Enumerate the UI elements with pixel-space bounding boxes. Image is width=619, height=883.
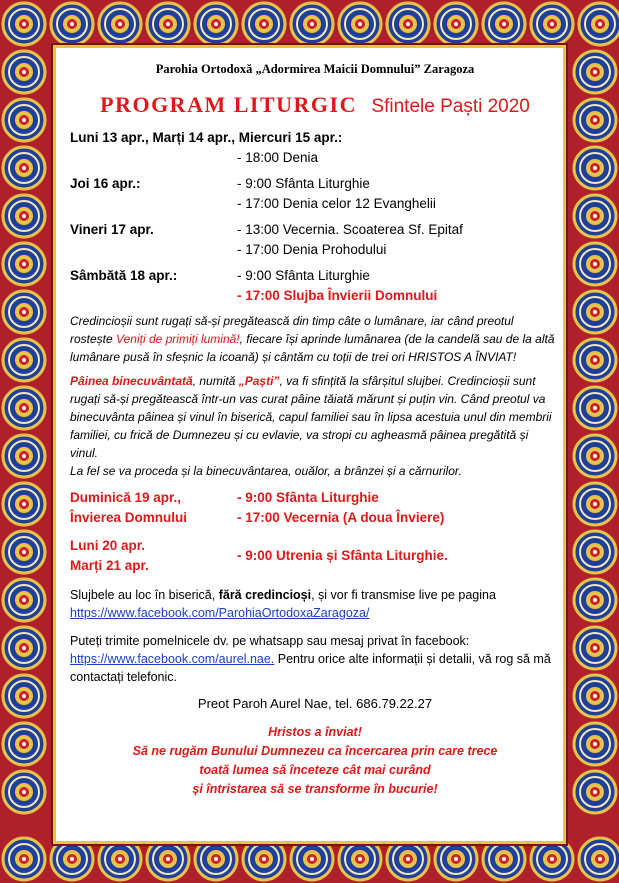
rosette-ornament <box>574 483 616 525</box>
page-title: PROGRAM LITURGIC <box>100 92 357 117</box>
rosette-ornament <box>51 838 93 880</box>
rosette-ornament <box>574 243 616 285</box>
rosette-ornament <box>243 3 285 45</box>
schedule-day: Joi 16 apr.: <box>70 176 141 191</box>
rosette-ornament <box>579 3 619 45</box>
rosette-ornament <box>3 531 45 573</box>
schedule-day: Marți 21 apr. <box>70 558 149 573</box>
rosette-ornament <box>291 838 333 880</box>
page-subtitle: Sfintele Paști 2020 <box>371 96 530 117</box>
rosette-ornament <box>435 838 477 880</box>
schedule-day: Duminică 19 apr., <box>70 490 182 505</box>
paragraph-text: , fiecare își aprinde lumânarea (de la candelă sau de la altă lumânare pusă în sfeșnic la icoană) și cântăm cu toții de trei ori HRISTOS A ÎNVIAT! <box>70 332 555 364</box>
bread-instructions <box>70 372 556 480</box>
rosette-ornament <box>291 3 333 45</box>
notice-text: Pentru orice alte informații și detalii, vă rog să mă contactați telefonic. <box>70 652 551 684</box>
schedule-event: - 9:00 Sfânta Liturghie <box>237 176 370 191</box>
schedule-day: Luni 13 apr., Marți 14 apr., Miercuri 15 apr.: <box>70 130 343 145</box>
rosette-ornament <box>3 339 45 381</box>
rosette-ornament <box>195 838 237 880</box>
rosette-ornament <box>483 838 525 880</box>
rosette-ornament <box>3 771 45 813</box>
schedule-day: Învierea Domnului <box>70 510 188 525</box>
schedule-day: Sâmbătă 18 apr.: <box>70 268 178 283</box>
rosette-ornament <box>3 3 45 45</box>
schedule-event: - 9:00 Sfânta Liturghie <box>237 490 379 505</box>
quoted-call: Veniți de primiți lumină! <box>116 332 240 346</box>
rosette-ornament <box>147 838 189 880</box>
rosette-ornament <box>531 3 573 45</box>
rosette-ornament <box>387 838 429 880</box>
schedule-row <box>70 508 560 528</box>
rosette-ornament <box>3 291 45 333</box>
rosette-ornament <box>574 339 616 381</box>
rosette-ornament <box>574 195 616 237</box>
rosette-ornament <box>574 99 616 141</box>
schedule-row <box>70 220 560 240</box>
rosette-ornament <box>243 838 285 880</box>
rosette-ornament <box>3 627 45 669</box>
schedule-row <box>70 266 560 286</box>
rosette-ornament <box>574 627 616 669</box>
schedule-row <box>70 286 560 306</box>
schedule-event: - 9:00 Sfânta Liturghie <box>237 268 370 283</box>
schedule-row <box>70 148 560 168</box>
closing-line: Să ne rugăm Bunului Dumnezeu ca încercarea prin care trece <box>132 744 498 758</box>
schedule-row <box>70 128 560 148</box>
schedule-day: Luni 20 apr. <box>70 538 146 553</box>
paragraph-text: La fel se va proceda și la binecuvântarea, ouălor, a brânzei și a cărnurilor. <box>70 464 462 478</box>
rosette-ornament <box>574 147 616 189</box>
rosette-ornament <box>574 435 616 477</box>
rosette-ornament <box>339 838 381 880</box>
paragraph-text: , numită <box>192 374 239 388</box>
rosette-ornament <box>51 3 93 45</box>
schedule-event: - 9:00 Utrenia și Sfânta Liturghie. <box>237 548 448 563</box>
priest-facebook-link[interactable]: https://www.facebook.com/aurel.nae. <box>70 652 275 666</box>
priest-contact: Preot Paroh Aurel Nae, tel. 686.79.22.27 <box>197 696 433 711</box>
rosette-ornament <box>3 387 45 429</box>
rosette-ornament <box>387 3 429 45</box>
schedule-row <box>70 194 560 214</box>
rosette-ornament <box>3 435 45 477</box>
names-notice <box>70 632 556 686</box>
schedule-event: - 17:00 Denia Prohodului <box>237 242 387 257</box>
notice-emphasis: fără credincioși <box>218 588 312 602</box>
rosette-ornament <box>574 579 616 621</box>
rosette-ornament <box>3 723 45 765</box>
schedule-day: Vineri 17 apr. <box>70 222 154 237</box>
rosette-ornament <box>3 675 45 717</box>
title-line <box>70 92 560 120</box>
parish-facebook-link[interactable]: https://www.facebook.com/ParohiaOrtodoxaZaragoza/ <box>70 606 370 620</box>
rosette-ornament <box>574 51 616 93</box>
rosette-ornament <box>574 675 616 717</box>
schedule-row <box>70 174 560 194</box>
rosette-ornament <box>3 579 45 621</box>
schedule-event-highlight: - 17:00 Slujba Învierii Domnului <box>237 288 438 303</box>
rosette-ornament <box>3 147 45 189</box>
schedule-week <box>70 128 560 306</box>
rosette-ornament <box>483 3 525 45</box>
rosette-ornament <box>147 3 189 45</box>
parish-name: Parohia Ortodoxă „Adormirea Maicii Domnului” Zaragoza <box>155 62 475 76</box>
notice-text: Slujbele au loc în biserică, <box>70 588 219 602</box>
schedule-easter <box>70 488 560 576</box>
schedule-row <box>70 488 560 508</box>
rosette-ornament <box>195 3 237 45</box>
rosette-ornament <box>574 387 616 429</box>
rosette-ornament <box>574 291 616 333</box>
closing-line: toată lumea să înceteze cât mai curând <box>199 763 431 777</box>
rosette-ornament <box>574 531 616 573</box>
rosette-ornament <box>3 99 45 141</box>
rosette-ornament <box>574 771 616 813</box>
schedule-event: - 17:00 Denia celor 12 Evanghelii <box>237 196 436 211</box>
paragraph-text: , va fi sfințită la sfârșitul slujbei. Credincioșii sunt rugați să-și pregătească într-un vas curat pâine tăiată mărunt și puțin vin. Când preotul va binecuvânta pâinea și vinul în biserică, capul familiei sau în lipsa acestuia unul din membrii familiei, cu frică de Dumnezeu și cu evlavie, va stropi cu agheasmă pâinea pregătită și vinul. <box>70 374 552 460</box>
rosette-ornament <box>99 838 141 880</box>
rosette-ornament <box>435 3 477 45</box>
pasti-term: „Paști” <box>238 374 280 388</box>
closing-message <box>70 723 560 799</box>
schedule-row <box>70 240 560 260</box>
bread-term: Pâinea binecuvântată <box>70 374 193 388</box>
rosette-ornament <box>99 3 141 45</box>
closing-line: și întristarea să se transforme în bucurie! <box>192 782 438 796</box>
rosette-ornament <box>579 838 619 880</box>
paragraph-text: Credincioșii sunt rugați să-și pregătească din timp câte o lumânare, iar când preotul rostește <box>70 314 514 346</box>
schedule-row <box>70 556 560 576</box>
rosette-ornament <box>339 3 381 45</box>
notice-text: , și vor fi transmise live pe pagina <box>311 588 496 602</box>
rosette-ornament <box>531 838 573 880</box>
candle-instructions <box>70 312 556 366</box>
schedule-event: - 13:00 Vecernia. Scoaterea Sf. Epitaf <box>237 222 463 237</box>
schedule-event: - 18:00 Denia <box>237 150 319 165</box>
notice-text: Puteți trimite pomelnicele dv. pe whatsapp sau mesaj privat în facebook: <box>70 634 470 648</box>
live-notice <box>70 586 556 622</box>
rosette-ornament <box>3 195 45 237</box>
schedule-event: - 17:00 Vecernia (A doua Înviere) <box>237 510 445 525</box>
rosette-ornament <box>3 838 45 880</box>
rosette-ornament <box>574 723 616 765</box>
rosette-ornament <box>3 483 45 525</box>
rosette-ornament <box>3 51 45 93</box>
rosette-ornament <box>3 243 45 285</box>
closing-line: Hristos a înviat! <box>268 725 362 739</box>
content <box>70 60 560 799</box>
